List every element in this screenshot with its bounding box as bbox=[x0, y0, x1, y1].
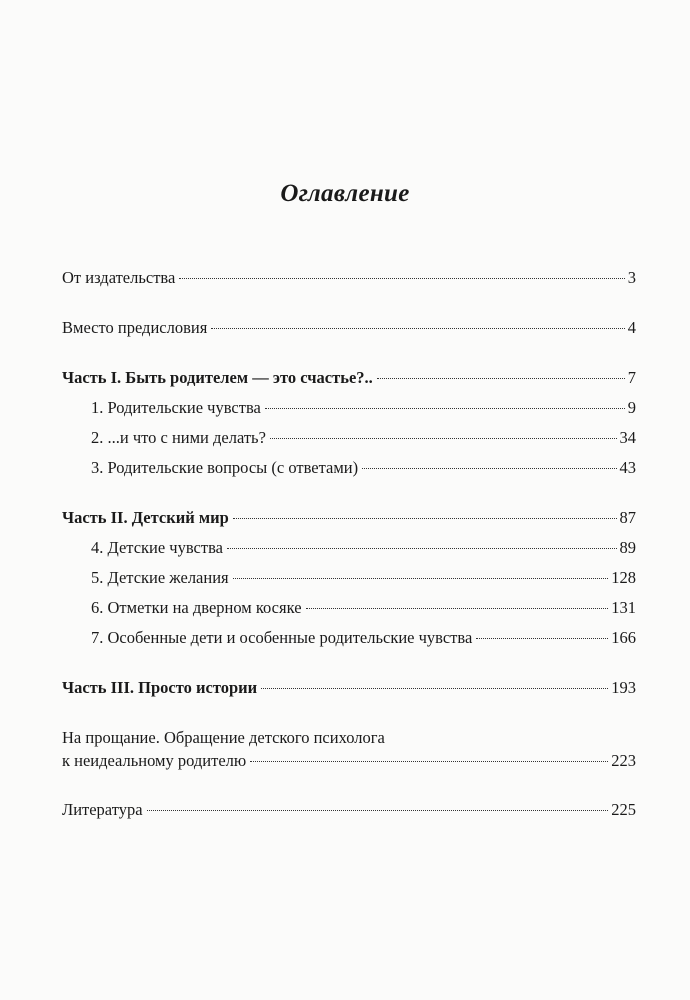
toc-entry-label: 7. Особенные дети и особенные родительские чувства bbox=[91, 628, 473, 647]
toc-entry-label: 6. Отметки на дверном косяке bbox=[91, 598, 302, 617]
dot-leader bbox=[227, 548, 617, 549]
toc-entry-page: 89 bbox=[619, 538, 636, 557]
dot-leader bbox=[306, 608, 609, 609]
dot-leader bbox=[261, 688, 608, 689]
toc-entry-page: 9 bbox=[627, 398, 636, 417]
toc-entry-preface bbox=[62, 318, 636, 338]
toc-entry-part-1 bbox=[62, 368, 636, 388]
toc-entry-label: к неидеальному родителю bbox=[62, 751, 247, 770]
toc-entry-publisher-note bbox=[62, 268, 636, 288]
toc-entry-literature bbox=[62, 800, 636, 820]
toc-entry-page: 225 bbox=[611, 800, 636, 819]
toc-entry-chapter-4 bbox=[91, 538, 636, 558]
toc-entry-page: 131 bbox=[611, 598, 636, 617]
toc-entry-label: 3. Родительские вопросы (с ответами) bbox=[91, 458, 359, 477]
toc-entry-page: 128 bbox=[611, 568, 636, 587]
toc-entry-label: 4. Детские чувства bbox=[91, 538, 223, 557]
toc-entry-farewell-line1: На прощание. Обращение детского психолога bbox=[62, 728, 385, 747]
toc-entry-chapter-7 bbox=[91, 628, 636, 648]
toc-entry-chapter-5 bbox=[91, 568, 636, 588]
toc-entry-part-2 bbox=[62, 508, 636, 528]
dot-leader bbox=[476, 638, 608, 639]
toc-entry-page: 223 bbox=[611, 751, 636, 770]
toc-entry-label: 1. Родительские чувства bbox=[91, 398, 261, 417]
dot-leader bbox=[362, 468, 616, 469]
toc-entry-label: Литература bbox=[62, 800, 143, 819]
toc-entry-chapter-1 bbox=[91, 398, 636, 418]
dot-leader bbox=[233, 578, 609, 579]
dot-leader bbox=[147, 810, 609, 811]
toc-entry-label: Часть II. Детский мир bbox=[62, 508, 229, 527]
toc-entry-chapter-2 bbox=[91, 428, 636, 448]
dot-leader bbox=[233, 518, 617, 519]
toc-entry-page: 7 bbox=[627, 368, 636, 387]
toc-entry-label: Часть III. Просто истории bbox=[62, 678, 258, 697]
toc-entry-label: 2. ...и что с ними делать? bbox=[91, 428, 266, 447]
toc-entry-farewell bbox=[62, 751, 636, 771]
dot-leader bbox=[250, 761, 608, 762]
dot-leader bbox=[211, 328, 624, 329]
toc-entry-label: Вместо предисловия bbox=[62, 318, 208, 337]
page-title: Оглавление bbox=[280, 180, 410, 207]
toc-entry-page: 166 bbox=[611, 628, 636, 647]
toc-entry-page: 43 bbox=[619, 458, 636, 477]
toc-entry-label: Часть I. Быть родителем — это счастье?.. bbox=[62, 368, 373, 387]
toc-entry-label: От издательства bbox=[62, 268, 176, 287]
toc-entry-page: 34 bbox=[619, 428, 636, 447]
toc-entry-chapter-6 bbox=[91, 598, 636, 618]
dot-leader bbox=[270, 438, 617, 439]
toc-entry-page: 3 bbox=[627, 268, 636, 287]
dot-leader bbox=[179, 278, 624, 279]
toc-entry-page: 4 bbox=[627, 318, 636, 337]
toc-entry-chapter-3 bbox=[91, 458, 636, 478]
dot-leader bbox=[265, 408, 625, 409]
toc-entry-part-3 bbox=[62, 678, 636, 698]
toc-entry-page: 87 bbox=[619, 508, 636, 527]
toc-entry-label: 5. Детские желания bbox=[91, 568, 229, 587]
toc-entry-page: 193 bbox=[611, 678, 636, 697]
dot-leader bbox=[377, 378, 625, 379]
